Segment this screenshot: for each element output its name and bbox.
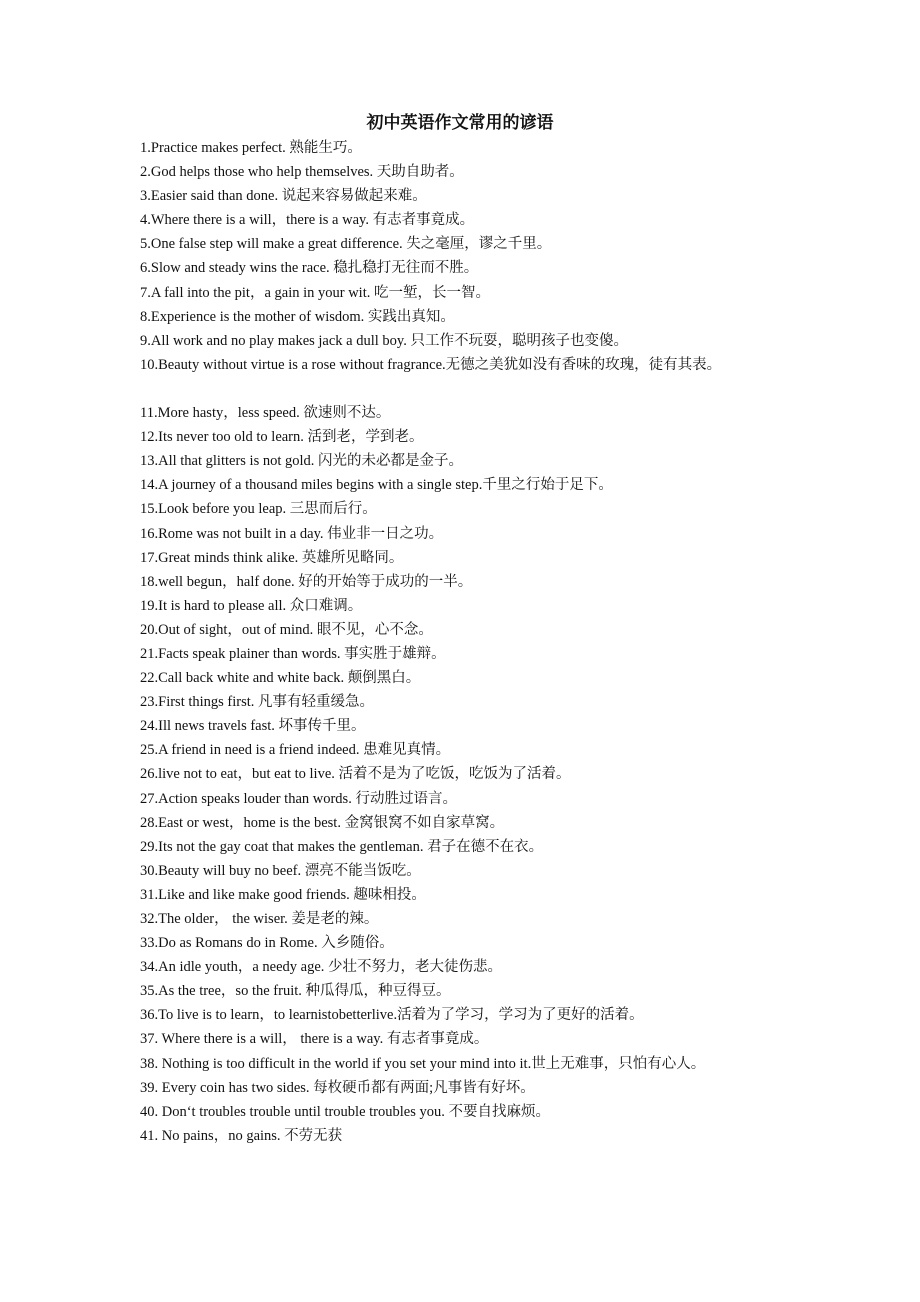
proverb-line: 6.Slow and steady wins the race. 稳扎稳打无往而不胜。 [140, 260, 479, 277]
proverb-line: 21.Facts speak plainer than words. 事实胜于雄辩。 [140, 645, 446, 662]
proverb-line: 25.A friend in need is a friend indeed. 患难见真情。 [140, 742, 451, 759]
proverb-line: 23.First things first. 凡事有轻重缓急。 [140, 694, 375, 711]
proverb-line: 11.More hasty，less speed. 欲速则不达。 [140, 405, 391, 422]
proverb-line: 13.All that glitters is not gold. 闪光的未必都是金子。 [140, 453, 464, 470]
proverb-line: 14.A journey of a thousand miles begins with a single step.千里之行始于足下。 [140, 477, 613, 494]
proverb-line: 41. No pains，no gains. 不劳无获 [140, 1127, 343, 1144]
proverb-line: 15.Look before you leap. 三思而后行。 [140, 501, 377, 518]
proverb-line: 2.God helps those who help themselves. 天助自助者。 [140, 164, 464, 181]
proverb-line: 38. Nothing is too difficult in the world if you set your mind into it.世上无难事，只怕有心人。 [140, 1055, 706, 1072]
proverb-line: 29.Its not the gay coat that makes the gentleman. 君子在德不在衣。 [140, 838, 544, 855]
proverb-line: 20.Out of sight，out of mind. 眼不见，心不念。 [140, 621, 433, 638]
proverb-line: 5.One false step will make a great difference. 失之毫厘，谬之千里。 [140, 236, 552, 253]
proverb-line: 16.Rome was not built in a day. 伟业非一日之功。 [140, 525, 444, 542]
proverb-line: 10.Beauty without virtue is a rose without fragrance.无德之美犹如没有香味的玫瑰，徒有其表。 [140, 356, 722, 373]
proverb-line: 37. Where there is a will， there is a way. 有志者事竟成。 [140, 1031, 489, 1048]
proverb-line: 8.Experience is the mother of wisdom. 实践出真知。 [140, 308, 455, 325]
proverb-line: 1.Practice makes perfect. 熟能生巧。 [140, 140, 362, 156]
proverb-line: 4.Where there is a will，there is a way. 有志者事竟成。 [140, 212, 475, 229]
proverb-line: 33.Do as Romans do in Rome. 入乡随俗。 [140, 935, 394, 952]
proverb-line: 40. Don‘t troubles trouble until trouble troubles you. 不要自找麻烦。 [140, 1103, 550, 1120]
proverb-line: 34.An idle youth，a needy age. 少壮不努力，老大徒伤悲。 [140, 959, 503, 976]
proverb-line: 35.As the tree，so the fruit. 种瓜得瓜，种豆得豆。 [140, 983, 451, 1000]
proverb-line: 18.well begun，half done. 好的开始等于成功的一半。 [140, 573, 473, 590]
proverb-line: 9.All work and no play makes jack a dull boy. 只工作不玩耍，聪明孩子也变傻。 [140, 332, 628, 349]
proverb-line: 19.It is hard to please all. 众口难调。 [140, 597, 363, 614]
proverb-line: 27.Action speaks louder than words. 行动胜过语言。 [140, 790, 457, 807]
blank-line [140, 377, 840, 401]
proverb-line: 24.Ill news travels fast. 坏事传千里。 [140, 718, 366, 735]
proverb-line: 3.Easier said than done. 说起来容易做起来难。 [140, 188, 427, 205]
document-title: 初中英语作文常用的谚语 [366, 113, 554, 132]
proverb-line: 32.The older， the wiser. 姜是老的辣。 [140, 911, 379, 927]
proverb-line: 28.East or west，home is the best. 金窝银窝不如自家草窝。 [140, 814, 505, 831]
proverb-line: 7.A fall into the pit，a gain in your wit. 吃一堑，长一智。 [140, 284, 490, 301]
proverb-line: 26.live not to eat，but eat to live. 活着不是为了吃饭，吃饭为了活着。 [140, 766, 571, 783]
proverb-line: 12.Its never too old to learn. 活到老，学到老。 [140, 429, 424, 446]
proverb-line: 17.Great minds think alike. 英雄所见略同。 [140, 549, 404, 566]
proverb-line: 36.To live is to learn，to learnistobetterlive.活着为了学习，学习为了更好的活着。 [140, 1007, 644, 1024]
proverb-line: 39. Every coin has two sides. 每枚硬币都有两面;凡事皆有好坏。 [140, 1079, 535, 1096]
proverb-line: 30.Beauty will buy no beef. 漂亮不能当饭吃。 [140, 862, 421, 879]
proverb-line: 31.Like and like make good friends. 趣味相投。 [140, 886, 426, 903]
proverb-list [140, 136, 840, 1148]
proverb-line: 22.Call back white and white back. 颠倒黑白。 [140, 670, 421, 687]
